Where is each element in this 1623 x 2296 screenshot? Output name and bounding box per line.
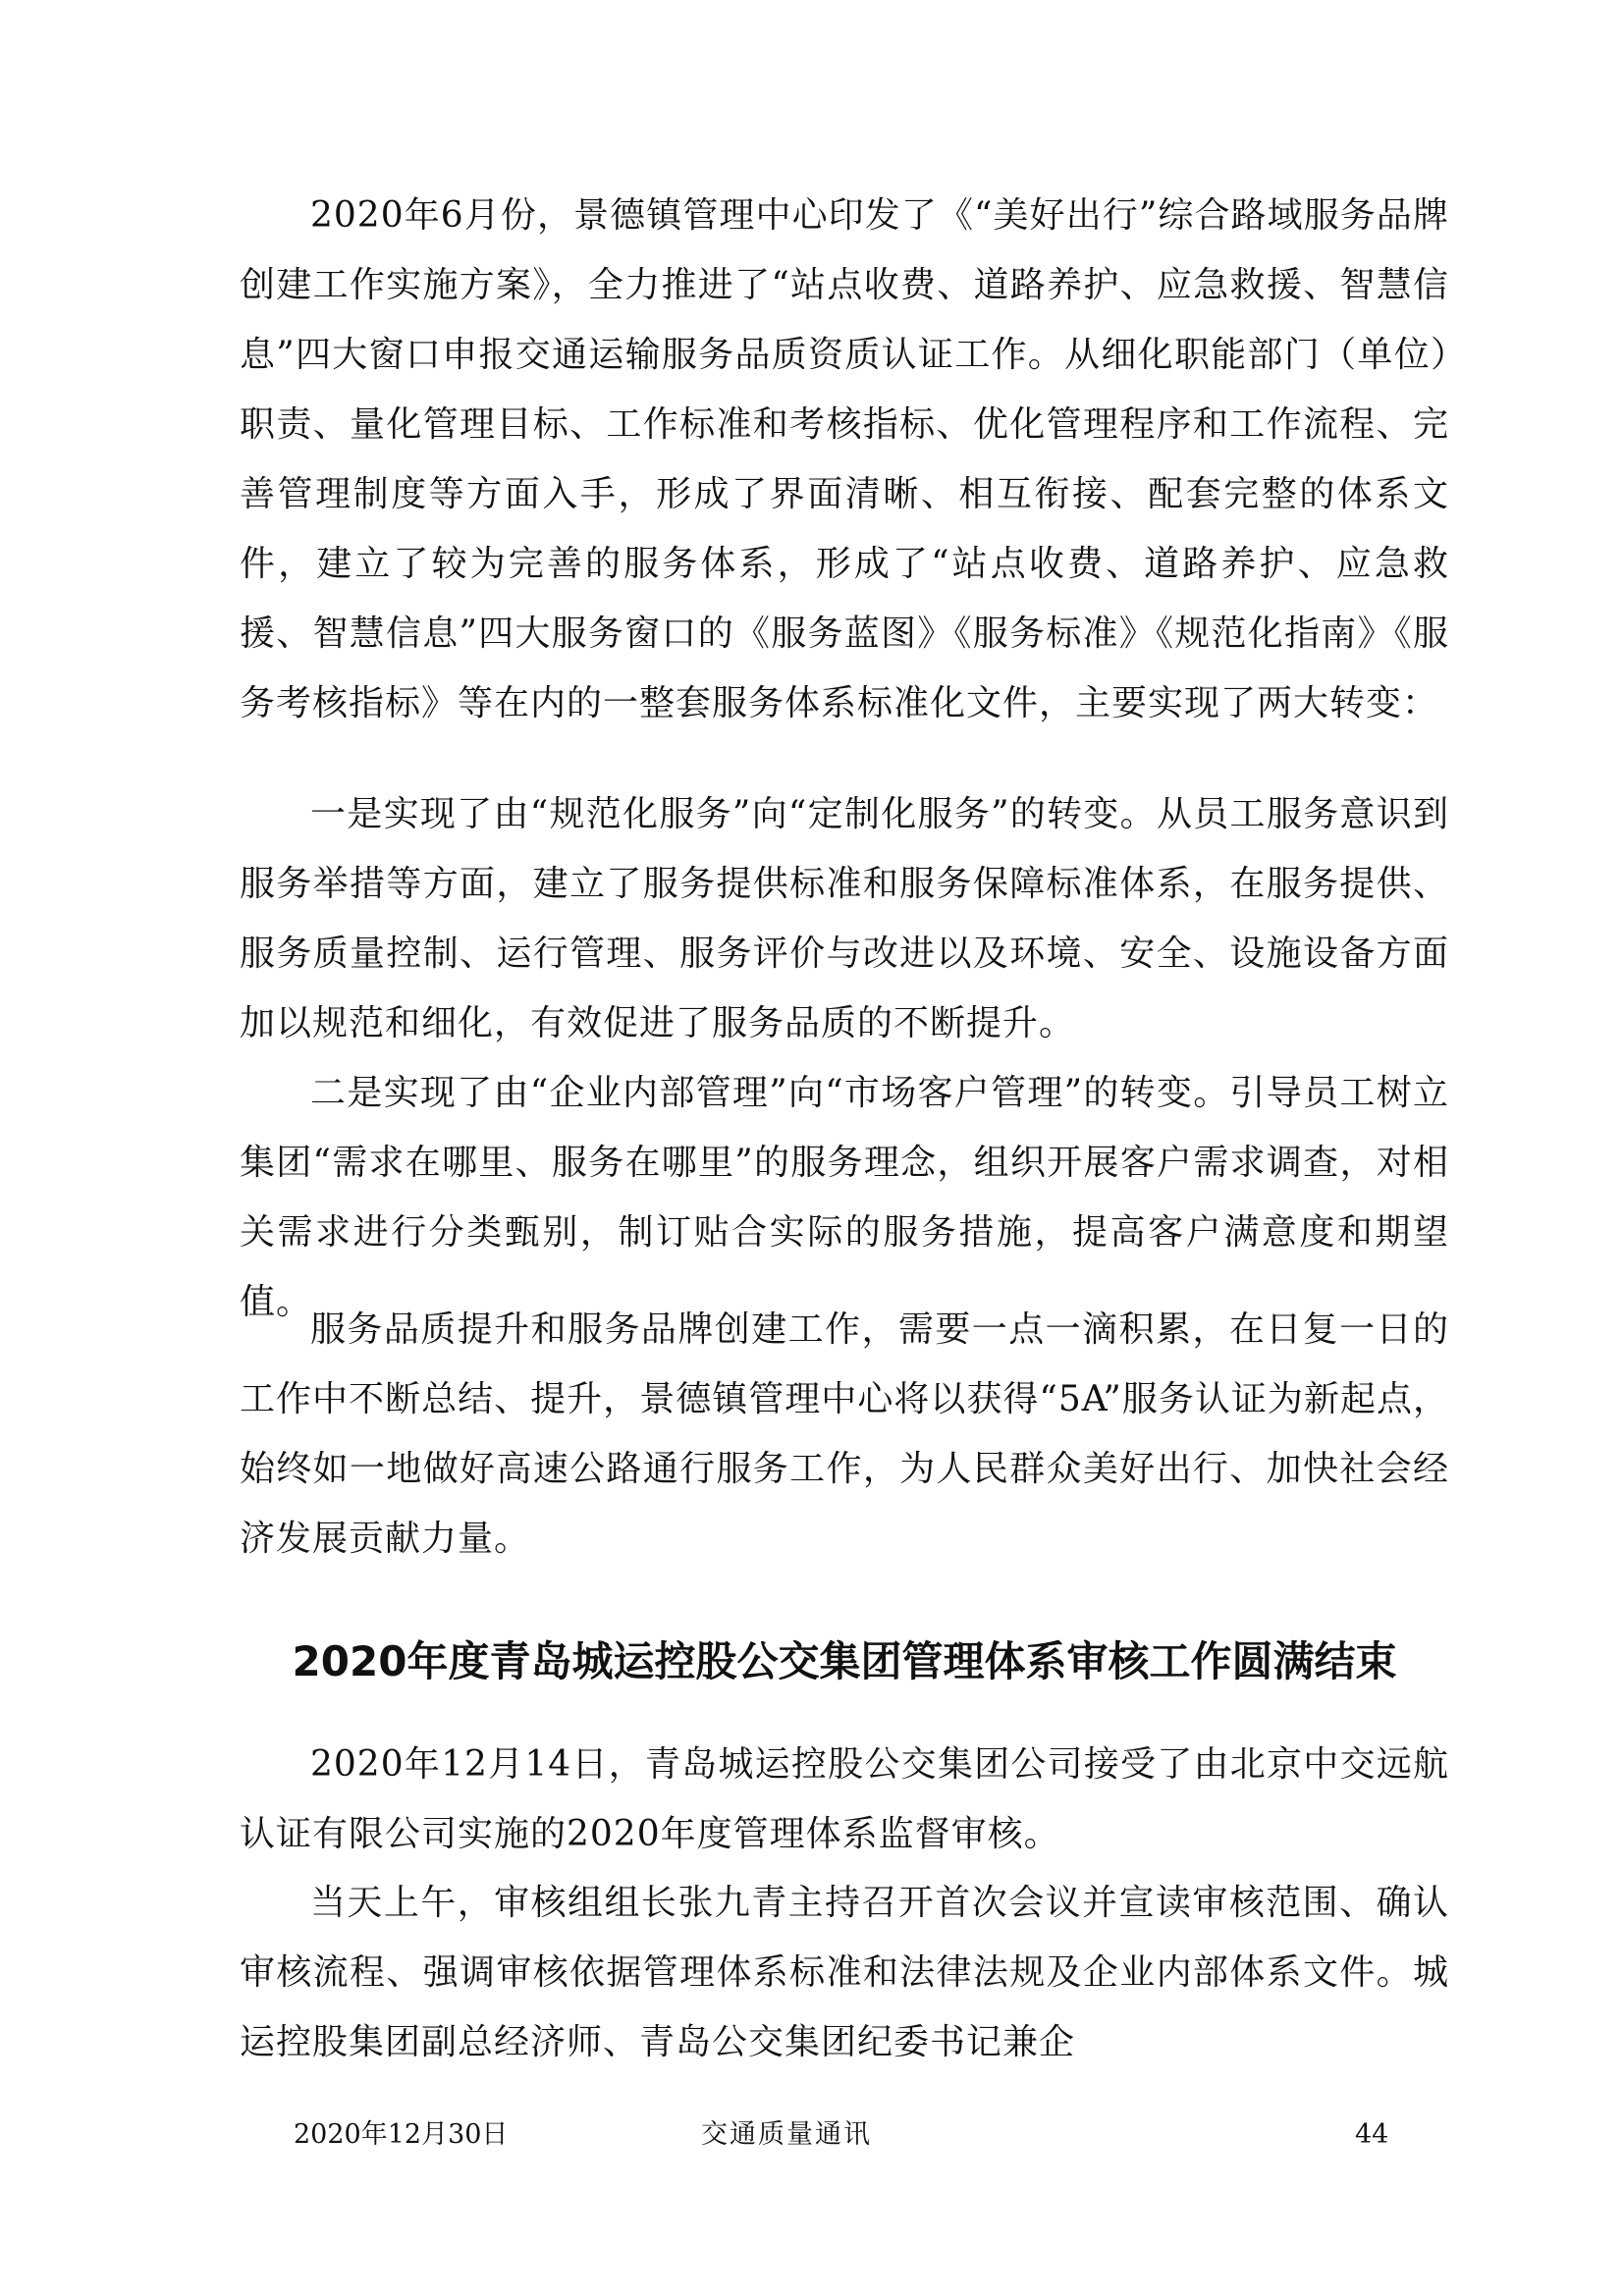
article1-paragraph-3: 二是实现了由“企业内部管理”向“市场客户管理”的转变。引导员工树立集团“需求在哪里、服务在哪里”的服务理念，组织开展客户需求调查，对相关需求进行分类甄别，制订贴合实际的服务措施，提高客户满意度和期望值。 [240, 1073, 1449, 1322]
footer-publication: 交通质量通讯 [701, 2119, 872, 2150]
article2-paragraph-1: 2020年12月14日，青岛城运控股公交集团公司接受了由北京中交远航认证有限公司实施的2020年度管理体系监督审核。 [240, 1744, 1449, 1854]
footer-date: 2020年12月30日 [294, 2119, 509, 2150]
article1-paragraph-1: 2020年6月份，景德镇管理中心印发了《“美好出行”综合路域服务品牌创建工作实施方案》，全力推进了“站点收费、道路养护、应急救援、智慧信息”四大窗口申报交通运输服务品质资质认证工作。从细化职能部门（单位）职责、量化管理目标、工作标准和考核指标、优化管理程序和工作流程、完善管理制度等方面入手，形成了界面清晰、相互衔接、配套完整的体系文件，建立了较为完善的服务体系，形成了“站点收费、道路养护、应急救援、智慧信息”四大服务窗口的《服务蓝图》《服务标准》《规范化指南》《服务考核指标》等在内的一整套服务体系标准化文件，主要实现了两大转变： [240, 195, 1449, 723]
article2-paragraph-2: 当天上午，审核组组长张九青主持召开首次会议并宣读审核范围、确认审核流程、强调审核依据管理体系标准和法律法规及企业内部体系文件。城运控股集团副总经济师、青岛公交集团纪委书记兼企 [240, 1883, 1449, 2062]
article1-paragraph-4: 服务品质提升和服务品牌创建工作，需要一点一滴积累，在日复一日的工作中不断总结、提升，景德镇管理中心将以获得“5A”服务认证为新起点，始终如一地做好高速公路通行服务工作，为人民群众美好出行、加快社会经济发展贡献力量。 [240, 1309, 1449, 1559]
article2-title: 2020年度青岛城运控股公交集团管理体系审核工作圆满结束 [292, 1637, 1397, 1685]
footer-page-number: 44 [1355, 2119, 1389, 2150]
article1-paragraph-2: 一是实现了由“规范化服务”向“定制化服务”的转变。从员工服务意识到服务举措等方面，建立了服务提供标准和服务保障标准体系，在服务提供、服务质量控制、运行管理、服务评价与改进以及环境、安全、设施设备方面加以规范和细化，有效促进了服务品质的不断提升。 [240, 794, 1449, 1043]
page-footer [240, 2115, 1449, 2155]
